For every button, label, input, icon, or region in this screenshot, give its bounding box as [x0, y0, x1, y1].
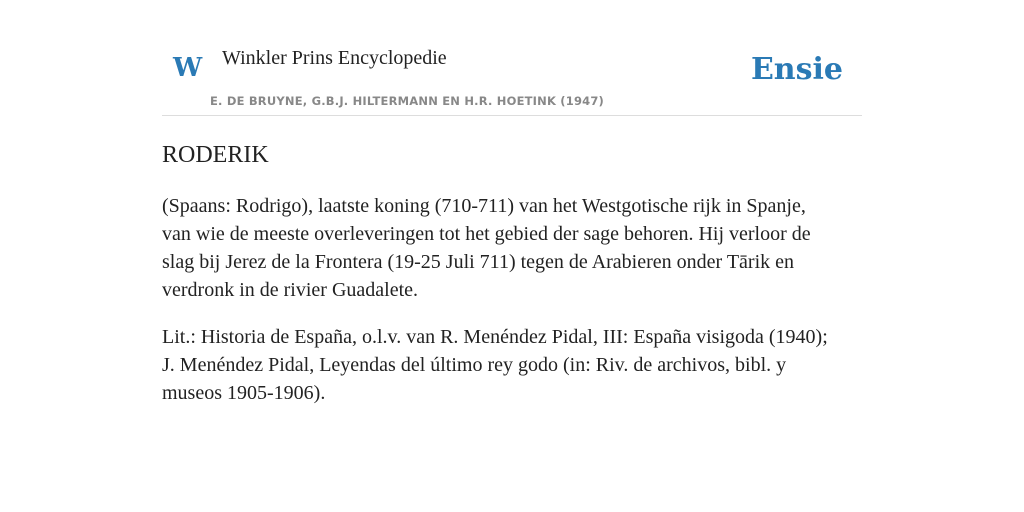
- article-paragraph: [162, 192, 862, 304]
- literature-line: museos 1905-1906).: [162, 382, 326, 404]
- literature-line: Lit.: Historia de España, o.l.v. van R. Menéndez Pidal, III: España visigoda (1940);: [162, 326, 828, 348]
- source-logo-icon[interactable]: W: [173, 53, 203, 83]
- paragraph-line: (Spaans: Rodrigo), laatste koning (710-711) van het Westgotische rijk in Spanje,: [162, 195, 806, 217]
- page-container: [162, 0, 862, 404]
- ensie-logo[interactable]: Ensie: [750, 52, 843, 87]
- paragraph-line: van wie de meeste overleveringen tot het gebied der sage behoren. Hij verloor de: [162, 223, 811, 245]
- source-title-link[interactable]: Winkler Prins Encyclopedie: [222, 47, 447, 69]
- paragraph-line: slag bij Jerez de la Frontera (19-25 Juli 711) tegen de Arabieren onder Tārik en: [162, 251, 795, 273]
- paragraph-line: verdronk in de rivier Guadalete.: [162, 279, 419, 301]
- literature-paragraph: [162, 323, 862, 407]
- article-title: RODERIK: [162, 142, 269, 168]
- literature-line: J. Menéndez Pidal, Leyendas del último rey godo (in: Riv. de archivos, bibl. y: [162, 354, 787, 376]
- source-authors: E. DE BRUYNE, G.B.J. HILTERMANN EN H.R. HOETINK (1947): [210, 94, 605, 108]
- source-header: [162, 0, 862, 116]
